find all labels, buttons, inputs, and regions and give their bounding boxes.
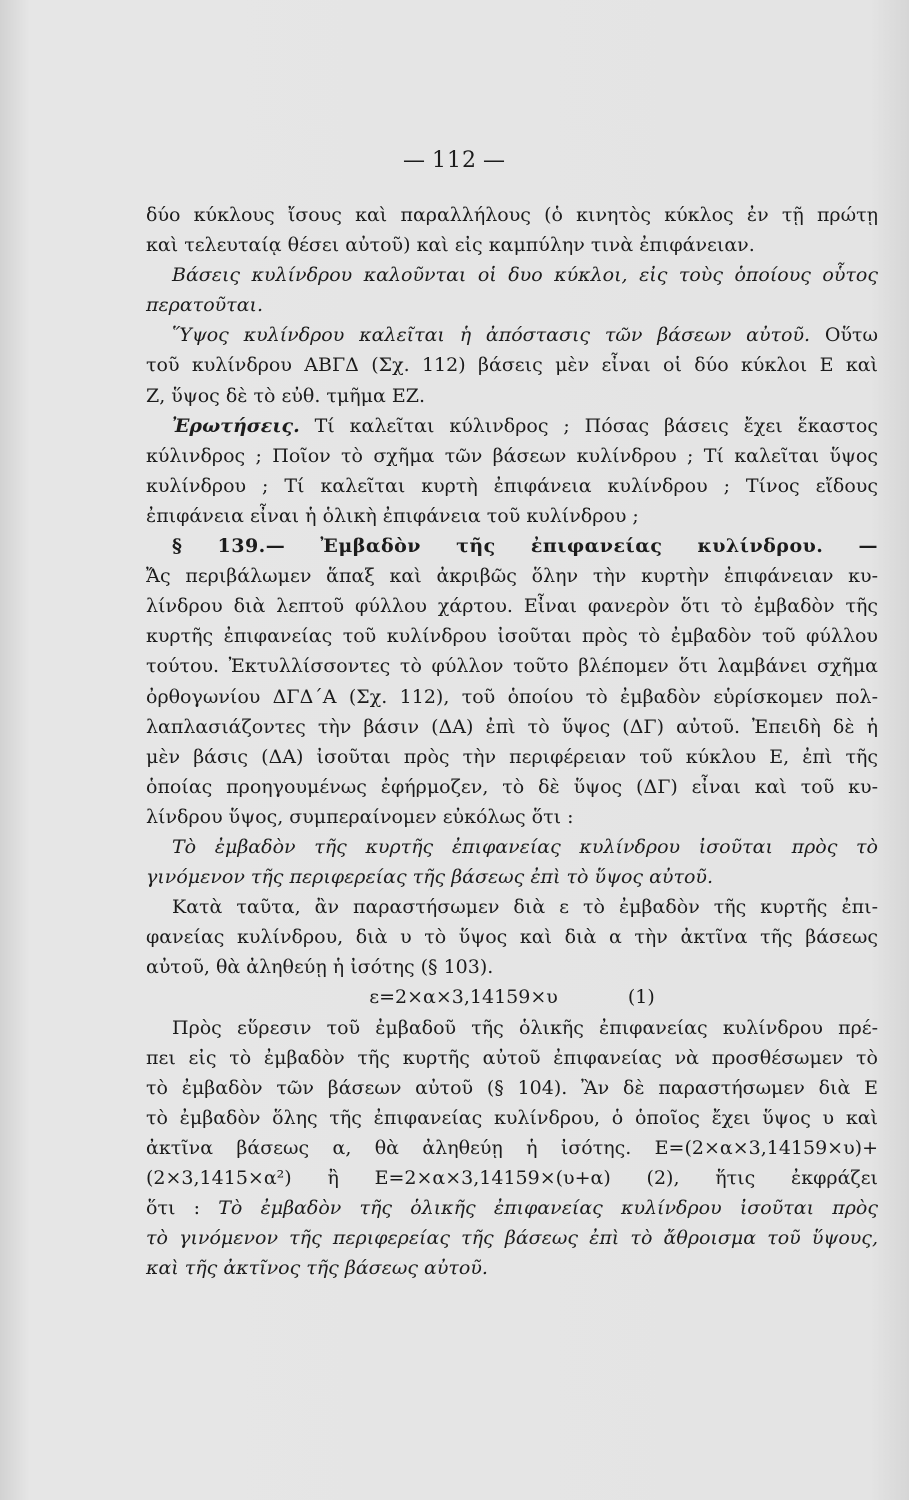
- text-line: κυρτῆς ἐπιφανείας τοῦ κυλίνδρου ἰσοῦται πρὸς τὸ ἐμβαδὸν τοῦ φύλλου: [146, 625, 878, 648]
- text-line: Ζ, ὕψος δὲ τὸ εὐθ. τμῆμα ΕΖ.: [146, 384, 425, 407]
- page-body: [146, 200, 878, 1283]
- text-line: δύο κύκλους ἴσους καὶ παραλλήλους (ὁ κινητὸς κύκλος ἐν τῇ πρώτῃ: [146, 204, 878, 226]
- text-line: τοῦ κυλίνδρου ΑΒΓΔ (Σχ. 112) βάσεις μὲν εἶναι οἱ δύο κύκλοι Ε καὶ: [146, 354, 878, 377]
- text-line: τούτου. Ἐκτυλλίσσοντες τὸ φύλλον τοῦτο βλέπομεν ὅτι λαμβάνει σχῆμα: [146, 655, 878, 678]
- page-header: [0, 148, 909, 173]
- theorem-italic: Τὸ ἐμβαδὸν τῆς ὁλικῆς ἐπιφανείας κυλίνδρου ἰσοῦται πρὸς: [218, 1197, 878, 1220]
- theorem-line: γινόμενον τῆς περιφερείας τῆς βάσεως ἐπὶ τὸ ὕψος αὐτοῦ.: [146, 866, 714, 889]
- text-line: Πρὸς εὕρεσιν τοῦ ἐμβαδοῦ τῆς ὁλικῆς ἐπιφανείας κυλίνδρου πρέ-: [172, 1016, 878, 1039]
- questions-line: κυλίνδρου ; Τί καλεῖται κυρτὴ ἐπιφάνεια κυλίνδρου ; Τίνος εἴδους: [146, 474, 878, 497]
- text-line: αὐτοῦ, θὰ ἀληθεύῃ ἡ ἰσότης (§ 103).: [146, 956, 494, 979]
- section-heading: § 139.— Ἐμβαδὸν τῆς ἐπιφανείας κυλίνδρου. —: [172, 535, 878, 558]
- text-line: τὸ ἐμβαδὸν ὅλης τῆς ἐπιφανείας κυλίνδρου, ὁ ὁποῖος ἔχει ὕψος υ καὶ: [146, 1106, 878, 1129]
- questions-line: [146, 411, 878, 441]
- text-line: τὸ ἐμβαδὸν τῶν βάσεων αὐτοῦ (§ 104). Ἂν δὲ παραστήσωμεν διὰ Ε: [146, 1076, 878, 1099]
- theorem-line: καὶ τῆς ἀκτῖνος τῆς βάσεως αὐτοῦ.: [146, 1257, 488, 1280]
- equation-label: (1): [627, 986, 655, 1009]
- page-number: 112: [432, 148, 477, 173]
- equation-line: [146, 982, 878, 1012]
- questions-text: Τί καλεῖται κύλινδρος ; Πόσας βάσεις ἔχει ἕκαστος: [299, 414, 878, 437]
- text-line: (2×3,1415×α²) ἢ Ε=2×α×3,14159×(υ+α) (2), ἥτις ἐκφράζει: [146, 1167, 878, 1189]
- definition-italic: Ὕψος κυλίνδρου καλεῖται ἡ ἀπόστασις τῶν βάσεων αὐτοῦ.: [172, 324, 811, 347]
- definition-line: [146, 320, 878, 350]
- text-line: ὀρθογωνίου ΔΓΔ΄Α (Σχ. 112), τοῦ ὁποίου τὸ ἐμβαδὸν εὑρίσκομεν πολ-: [146, 685, 878, 708]
- text-line: λαπλασιάζοντες τὴν βάσιν (ΔΑ) ἐπὶ τὸ ὕψος (ΔΓ) αὐτοῦ. Ἐπειδὴ δὲ ἡ: [146, 715, 878, 738]
- text-line: λίνδρου ὕψος, συμπεραίνομεν εὐκόλως ὅτι :: [146, 805, 574, 828]
- text-line: ἀκτῖνα βάσεως α, θὰ ἀληθεύῃ ἡ ἰσότης. Ε=(2×α×3,14159×υ)+: [146, 1136, 878, 1159]
- definition-rest: Οὕτω: [810, 324, 879, 347]
- header-dash-right: —: [483, 148, 506, 173]
- theorem-line: τὸ γινόμενον τῆς περιφερείας τῆς βάσεως ἐπὶ τὸ ἄθροισμα τοῦ ὕψους,: [146, 1227, 878, 1250]
- text-line: Ἄς περιβάλωμεν ἅπαξ καὶ ἀκριβῶς ὅλην τὴν κυρτὴν ἐπιφάνειαν κυ-: [146, 565, 878, 588]
- text-line: φανείας κυλίνδρου, διὰ υ τὸ ὕψος καὶ διὰ α τὴν ἀκτῖνα τῆς βάσεως: [146, 926, 878, 949]
- questions-label: Ἐρωτήσεις.: [172, 414, 300, 437]
- text-line: πει εἰς τὸ ἐμβαδὸν τῆς κυρτῆς αὐτοῦ ἐπιφανείας νὰ προσθέσωμεν τὸ: [146, 1046, 878, 1069]
- definition-line: Βάσεις κυλίνδρου καλοῦνται οἱ δυο κύκλοι, εἰς τοὺς ὁποίους οὗτος: [172, 264, 878, 287]
- definition-line: περατοῦται.: [146, 294, 264, 317]
- header-dash-left: —: [403, 148, 426, 173]
- theorem-line: Τὸ ἐμβαδὸν τῆς κυρτῆς ἐπιφανείας κυλίνδρου ἰσοῦται πρὸς τὸ: [172, 835, 878, 858]
- text-line: λίνδρου διὰ λεπτοῦ φύλλου χάρτου. Εἶναι φανερὸν ὅτι τὸ ἐμβαδὸν τῆς: [146, 595, 878, 618]
- text-line: μὲν βάσις (ΔΑ) ἰσοῦται πρὸς τὴν περιφέρειαν τοῦ κύκλου Ε, ἐπὶ τῆς: [146, 745, 878, 768]
- text-line: καὶ τελευταίᾳ θέσει αὐτοῦ) καὶ εἰς καμπύλην τινὰ ἐπιφάνειαν.: [146, 234, 755, 257]
- questions-line: ἐπιφάνεια εἶναι ἡ ὁλικὴ ἐπιφάνεια τοῦ κυλίνδρου ;: [146, 504, 639, 527]
- text-line: Κατὰ ταῦτα, ἂν παραστήσωμεν διὰ ε τὸ ἐμβαδὸν τῆς κυρτῆς ἐπι-: [172, 896, 878, 919]
- questions-line: κύλινδρος ; Ποῖον τὸ σχῆμα τῶν βάσεων κυλίνδρου ; Τί καλεῖται ὕψος: [146, 444, 878, 467]
- text-line: ὁποίας προηγουμένως ἐφήρμοζεν, τὸ δὲ ὕψος (ΔΓ) εἶναι καὶ τοῦ κυ-: [146, 775, 878, 798]
- theorem-line: [146, 1193, 878, 1223]
- equation-formula: ε=2×α×3,14159×υ: [369, 986, 558, 1009]
- theorem-prefix: ὅτι :: [146, 1197, 219, 1220]
